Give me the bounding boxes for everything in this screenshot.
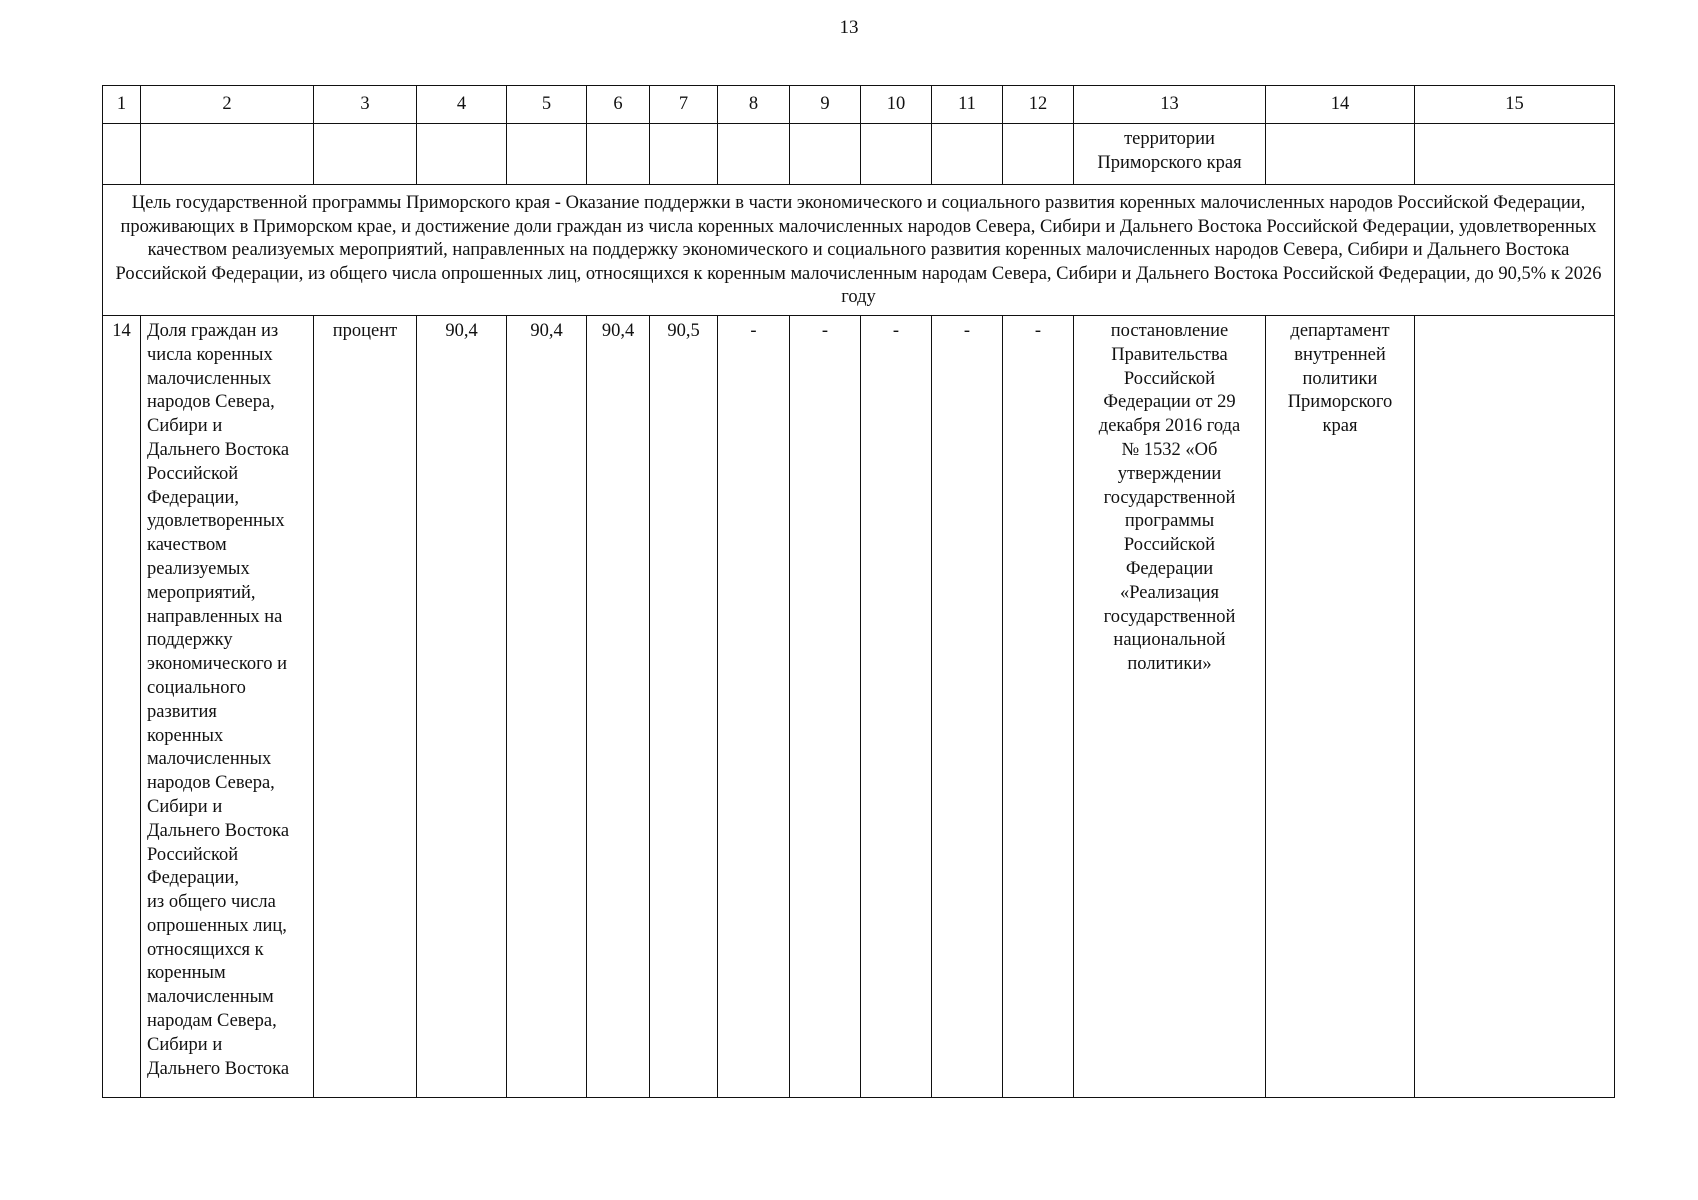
column-number-cell: 15 xyxy=(1415,86,1615,124)
indicator-value-col7: 90,5 xyxy=(650,315,718,1097)
indicator-responsible-body: департамент внутренней политики Приморского края xyxy=(1266,315,1415,1097)
empty-cell xyxy=(587,124,650,185)
empty-cell xyxy=(314,124,417,185)
page-number: 13 xyxy=(839,17,859,38)
column-number-cell: 4 xyxy=(417,86,507,124)
continuation-source-cell: территории Приморского края xyxy=(1074,124,1266,185)
indicator-col15 xyxy=(1415,315,1615,1097)
indicator-source-document: постановление Правительства Российской Федерации от 29 декабря 2016 года № 1532 «Об утверждении государственной программы Российской Федерации «Реализация государственной национальной политики» xyxy=(1074,315,1266,1097)
continuation-row xyxy=(103,124,1615,185)
empty-cell xyxy=(1415,124,1615,185)
empty-cell xyxy=(141,124,314,185)
empty-cell xyxy=(718,124,790,185)
column-number-cell: 2 xyxy=(141,86,314,124)
empty-cell xyxy=(932,124,1003,185)
indicator-number: 14 xyxy=(103,315,141,1097)
empty-cell xyxy=(1003,124,1074,185)
indicator-unit: процент xyxy=(314,315,417,1097)
empty-cell xyxy=(507,124,587,185)
column-number-cell: 5 xyxy=(507,86,587,124)
column-number-cell: 3 xyxy=(314,86,417,124)
empty-cell xyxy=(650,124,718,185)
column-number-cell: 8 xyxy=(718,86,790,124)
empty-cell xyxy=(861,124,932,185)
goal-row xyxy=(103,185,1615,316)
column-number-cell: 10 xyxy=(861,86,932,124)
indicator-value-col6: 90,4 xyxy=(587,315,650,1097)
column-number-cell: 1 xyxy=(103,86,141,124)
indicator-value-col8: - xyxy=(718,315,790,1097)
column-number-cell: 6 xyxy=(587,86,650,124)
empty-cell xyxy=(790,124,861,185)
indicator-value-col5: 90,4 xyxy=(507,315,587,1097)
indicators-table xyxy=(102,85,1615,1098)
program-goal-text: Цель государственной программы Приморского края - Оказание поддержки в части экономического и социального развития коренных малочисленных народов Российской Федерации, проживающих в Приморском крае, и достижение доли граждан из числа коренных малочисленных народов Севера, Сибири и Дальнего Востока Российской Федерации, удовлетворенных качеством реализуемых мероприятий, направленных на поддержку экономического и социального развития коренных малочисленных народов Севера, Сибири и Дальнего Востока Российской Федерации, из общего числа опрошенных лиц, относящихся к коренным малочисленным народам Севера, Сибири и Дальнего Востока Российской Федерации, до 90,5% к 2026 году xyxy=(103,185,1615,316)
empty-cell xyxy=(417,124,507,185)
empty-cell xyxy=(103,124,141,185)
column-number-cell: 13 xyxy=(1074,86,1266,124)
indicator-value-col9: - xyxy=(790,315,861,1097)
column-number-cell: 14 xyxy=(1266,86,1415,124)
empty-cell xyxy=(1266,124,1415,185)
column-number-row xyxy=(103,86,1615,124)
column-number-cell: 12 xyxy=(1003,86,1074,124)
indicator-row xyxy=(103,315,1615,1097)
column-number-cell: 11 xyxy=(932,86,1003,124)
column-number-cell: 9 xyxy=(790,86,861,124)
indicator-value-col11: - xyxy=(932,315,1003,1097)
indicator-value-col4: 90,4 xyxy=(417,315,507,1097)
column-number-cell: 7 xyxy=(650,86,718,124)
indicator-value-col12: - xyxy=(1003,315,1074,1097)
indicator-name: Доля граждан из числа коренных малочисленных народов Севера, Сибири и Дальнего Востока Российской Федерации, удовлетворенных качеством реализуемых мероприятий, направленных на поддержку экономического и социального развития коренных малочисленных народов Севера, Сибири и Дальнего Востока Российской Федерации, из общего числа опрошенных лиц, относящихся к коренным малочисленным народам Севера, Сибири и Дальнего Востока xyxy=(141,315,314,1097)
indicator-value-col10: - xyxy=(861,315,932,1097)
